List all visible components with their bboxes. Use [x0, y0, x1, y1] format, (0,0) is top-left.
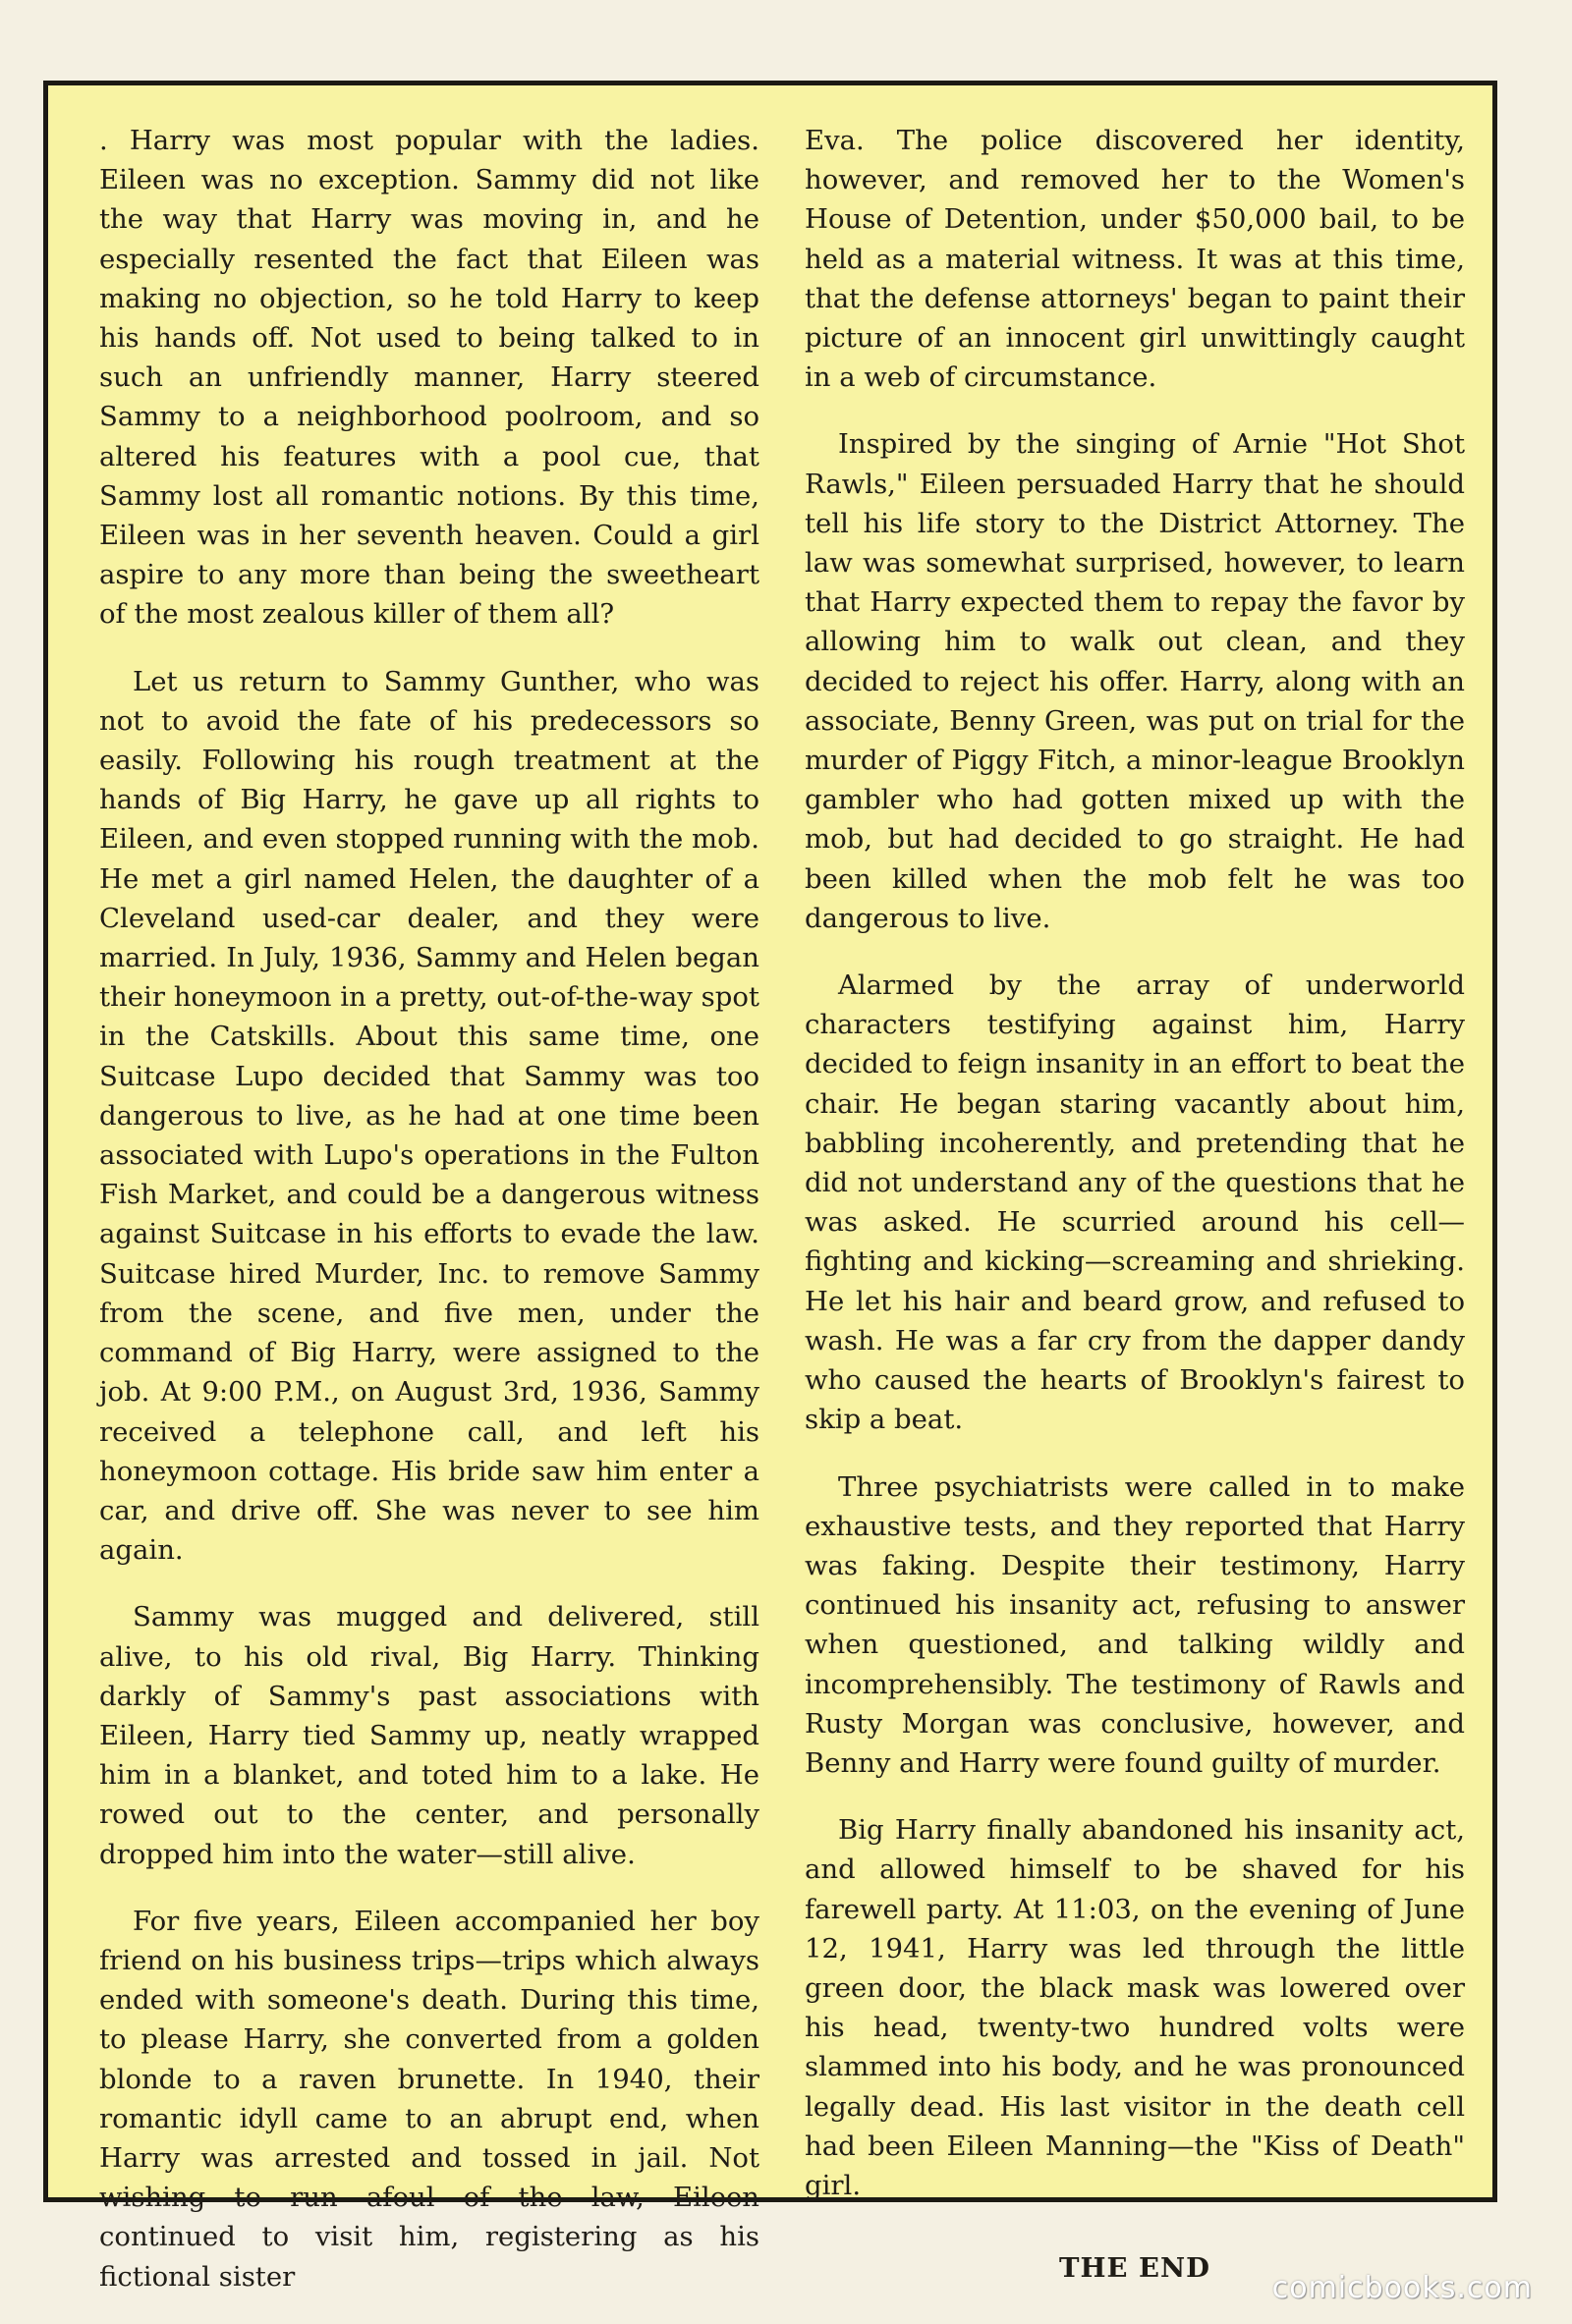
paragraph: Eva. The police discovered her identity, however, and removed her to the Women's House of Detention, under $50,000 bail, to be held as a material witness. It was at this time, that the defense attorneys' began to paint their picture of an innocent girl unwittingly caught in a web of circumstance.: [805, 125, 1465, 394]
paragraph: Let us return to Sammy Gunther, who was not to avoid the fate of his predecessors so easily. Following his rough treatment at the hands of Big Harry, he gave up all rights to Eileen, and even stopped running with the mob. He met a girl named Helen, the daughter of a Cleveland used-car dealer, and they were married. In July, 1936, Sammy and Helen began their honeymoon in a pretty, out-of-the-way spot in the Catskills. About this same time, one Suitcase Lupo decided that Sammy was too dangerous to live, as he had at one time been associated with Lupo's operations in the Fulton Fish Market, and could be a dangerous witness against Suitcase in his efforts to evade the law. Suitcase hired Murder, Inc. to remove Sammy from the scene, and five men, under the command of Big Harry, were assigned to the job. At 9:00 P.M., on August 3rd, 1936, Sammy received a telephone call, and left his honeymoon cottage. His bride saw him enter a car, and drive off. She was never to see him again.: [99, 665, 759, 1567]
the-end-label: THE END: [1059, 2252, 1210, 2285]
left-column: [99, 121, 759, 2324]
paragraph: Three psychiatrists were called in to make exhaustive tests, and they reported that Harry was faking. Despite their testimony, Harry continued his insanity act, refusing to answer when questioned, and talking wildly and incomprehensibly. The testimony of Rawls and Rusty Morgan was conclusive, however, and Benny and Harry were found guilty of murder.: [805, 1470, 1465, 1779]
paragraph: For five years, Eileen accompanied her boy friend on his business trips—trips which always ended with someone's death. During this time, to please Harry, she converted from a golden blonde to a raven brunette. In 1940, their romantic idyll came to an abrupt end, when Harry was arrested and tossed in jail. Not wishing to run afoul of the law, Eileen continued to visit him, registering as his fictional sister: [99, 1905, 759, 2293]
right-column: [805, 121, 1465, 2315]
watermark: comicbooks.com: [1271, 2271, 1533, 2305]
paragraph: Sammy was mugged and delivered, still alive, to his old rival, Big Harry. Thinking darkly of Sammy's past associations with Eileen, Harry tied Sammy up, neatly wrapped him in a blanket, and toted him to a lake. He rowed out to the center, and personally dropped him into the water—still alive.: [99, 1601, 759, 1870]
paragraph: Alarmed by the array of underworld characters testifying against him, Harry decided to feign insanity in an effort to beat the chair. He began staring vacantly about him, babbling incoherently, and pretending that he did not understand any of the questions that he was asked. He scurried around his cell—fighting and kicking—screaming and shrieking. He let his hair and beard grow, and refused to wash. He was a far cry from the dapper dandy who caused the hearts of Brooklyn's fairest to skip a beat.: [805, 969, 1465, 1436]
paragraph: Inspired by the singing of Arnie "Hot Shot Rawls," Eileen persuaded Harry that he should tell his life story to the District Attorney. The law was somewhat surprised, however, to learn that Harry expected them to repay the favor by allowing him to walk out clean, and they decided to reject his offer. Harry, along with an associate, Benny Green, was put on trial for the murder of Piggy Fitch, a minor-league Brooklyn gambler who had gotten mixed up with the mob, but had decided to go straight. He had been killed when the mob felt he was too dangerous to live.: [805, 428, 1465, 934]
paragraph: . Harry was most popular with the ladies. Eileen was no exception. Sammy did not like the way that Harry was moving in, and he especially resented the fact that Eileen was making no objection, so he told Harry to keep his hands off. Not used to being talked to in such an unfriendly manner, Harry steered Sammy to a neighborhood poolroom, and so altered his features with a pool cue, that Sammy lost all romantic notions. By this time, Eileen was in her seventh heaven. Could a girl aspire to any more than being the sweetheart of the most zealous killer of them all?: [99, 125, 759, 631]
paragraph: Big Harry finally abandoned his insanity act, and allowed himself to be shaved for his farewell party. At 11:03, on the evening of June 12, 1941, Harry was led through the little green door, the black mask was lowered over his head, twenty-two hundred volts were slammed into his body, and he was pronounced legally dead. His last visitor in the death cell had been Eileen Manning—the "Kiss of Death" girl.: [805, 1814, 1465, 2201]
